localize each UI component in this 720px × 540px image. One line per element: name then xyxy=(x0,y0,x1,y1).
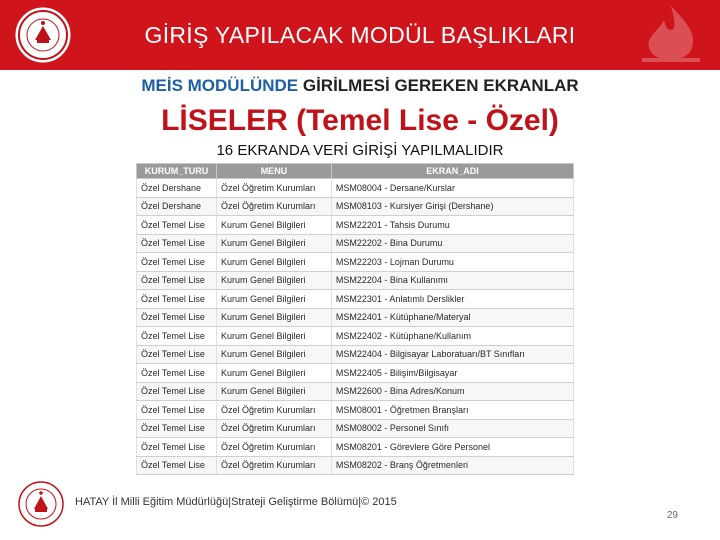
table-row xyxy=(137,327,574,346)
table-cell: MSM22301 - Anlatımlı Derslikler xyxy=(331,290,573,309)
table-cell: Kurum Genel Bilgileri xyxy=(217,290,332,309)
screen-table xyxy=(136,163,574,481)
table-row xyxy=(137,345,574,364)
table-cell: MSM22401 - Kütüphane/Materyal xyxy=(331,308,573,327)
table-header-row xyxy=(137,164,574,179)
table-row xyxy=(137,290,574,309)
subtitle-part-dark: GİRİLMESİ GEREKEN EKRANLAR xyxy=(298,76,579,95)
table-cell: Özel Temel Lise xyxy=(137,216,217,235)
table-cell: Özel Temel Lise xyxy=(137,364,217,383)
table-cell: Özel Temel Lise xyxy=(137,234,217,253)
table-cell: Kurum Genel Bilgileri xyxy=(217,327,332,346)
table-row xyxy=(137,364,574,383)
table-row xyxy=(137,419,574,438)
table-cell: Özel Dershane xyxy=(137,179,217,198)
table-cell: Özel Öğretim Kurumları xyxy=(217,197,332,216)
table-cell: Özel Temel Lise xyxy=(137,308,217,327)
table-cell: Özel Temel Lise xyxy=(137,419,217,438)
screens-table xyxy=(136,163,574,475)
table-cell: MSM22600 - Bina Adres/Konum xyxy=(331,382,573,401)
table-cell: Özel Temel Lise xyxy=(137,382,217,401)
table-cell: Kurum Genel Bilgileri xyxy=(217,308,332,327)
table-cell: Kurum Genel Bilgileri xyxy=(217,345,332,364)
table-row xyxy=(137,197,574,216)
table-cell: Özel Öğretim Kurumları xyxy=(217,456,332,475)
table-cell: Özel Öğretim Kurumları xyxy=(217,401,332,420)
table-cell: Özel Temel Lise xyxy=(137,401,217,420)
table-row xyxy=(137,308,574,327)
table-row xyxy=(137,216,574,235)
flame-icon xyxy=(636,4,706,66)
table-cell: Özel Öğretim Kurumları xyxy=(217,179,332,198)
table-cell: Özel Temel Lise xyxy=(137,438,217,457)
table-cell: Kurum Genel Bilgileri xyxy=(217,253,332,272)
column-header: KURUM_TURU xyxy=(137,164,217,179)
table-row xyxy=(137,456,574,475)
table-row xyxy=(137,401,574,420)
table-cell: Kurum Genel Bilgileri xyxy=(217,364,332,383)
table-cell: MSM08201 - Görevlere Göre Personel xyxy=(331,438,573,457)
table-cell: Özel Temel Lise xyxy=(137,253,217,272)
table-cell: Özel Temel Lise xyxy=(137,345,217,364)
table-cell: Kurum Genel Bilgileri xyxy=(217,216,332,235)
footer-text: HATAY İl Milli Eğitim Müdürlüğü|Strateji Geliştirme Bölümü|© 2015 xyxy=(75,496,397,508)
column-header: EKRAN_ADI xyxy=(331,164,573,179)
table-cell: Özel Temel Lise xyxy=(137,290,217,309)
meb-emblem-icon xyxy=(16,478,66,534)
header-bar xyxy=(0,0,720,70)
table-cell: Özel Dershane xyxy=(137,197,217,216)
table-cell: MSM08002 - Personel Sınıfı xyxy=(331,419,573,438)
table-cell: MSM22203 - Lojman Durumu xyxy=(331,253,573,272)
table-row xyxy=(137,438,574,457)
table-cell: MSM08004 - Dersane/Kurslar xyxy=(331,179,573,198)
section-subtitle xyxy=(0,76,720,96)
table-row xyxy=(137,253,574,272)
table-cell: MSM22405 - Bilişim/Bilgisayar xyxy=(331,364,573,383)
subtitle-part-blue: MEİS MODÜLÜNDE xyxy=(141,76,299,95)
table-cell: MSM08202 - Branş Öğretmenleri xyxy=(331,456,573,475)
entry-note: 16 EKRANDA VERİ GİRİŞİ YAPILMALIDIR xyxy=(216,142,504,159)
table-cell: MSM22404 - Bilgisayar Laboratuarı/BT Sınıfları xyxy=(331,345,573,364)
main-title: LİSELER (Temel Lise - Özel) xyxy=(161,104,559,137)
column-header: MENU xyxy=(217,164,332,179)
table-cell: Özel Temel Lise xyxy=(137,327,217,346)
table-cell: MSM08103 - Kursiyer Girişi (Dershane) xyxy=(331,197,573,216)
table-cell: MSM22204 - Bina Kullanımı xyxy=(331,271,573,290)
table-cell: Kurum Genel Bilgileri xyxy=(217,382,332,401)
table-cell: MSM22202 - Bina Durumu xyxy=(331,234,573,253)
table-row xyxy=(137,271,574,290)
table-cell: Özel Temel Lise xyxy=(137,456,217,475)
table-cell: Özel Temel Lise xyxy=(137,271,217,290)
table-cell: MSM22402 - Kütüphane/Kullanım xyxy=(331,327,573,346)
table-cell: MSM08001 - Öğretmen Branşları xyxy=(331,401,573,420)
table-row xyxy=(137,382,574,401)
table-cell: Kurum Genel Bilgileri xyxy=(217,271,332,290)
table-cell: Kurum Genel Bilgileri xyxy=(217,234,332,253)
page-number: 29 xyxy=(666,510,678,521)
table-row xyxy=(137,179,574,198)
table-row xyxy=(137,234,574,253)
table-cell: Özel Öğretim Kurumları xyxy=(217,419,332,438)
table-cell: MSM22201 - Tahsis Durumu xyxy=(331,216,573,235)
page-title: GİRİŞ YAPILACAK MODÜL BAŞLIKLARI xyxy=(144,22,576,48)
table-cell: Özel Öğretim Kurumları xyxy=(217,438,332,457)
